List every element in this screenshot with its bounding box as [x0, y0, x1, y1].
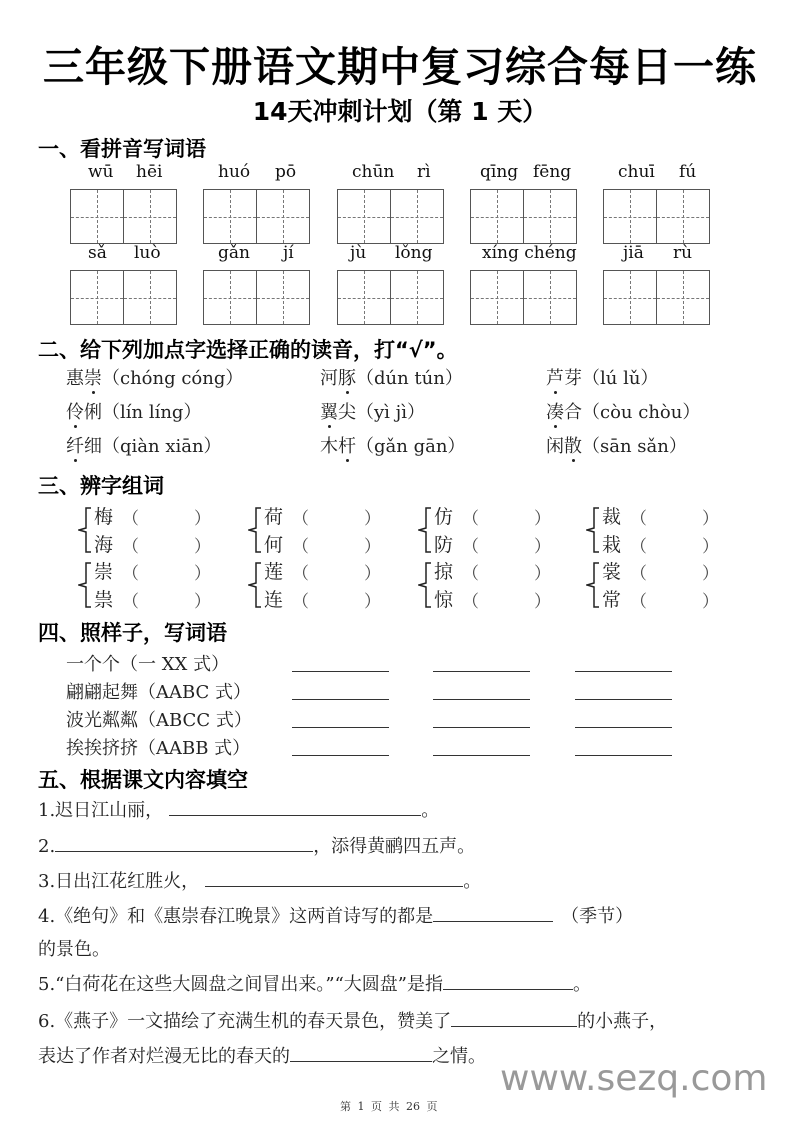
- answer-blank[interactable]: [451, 1009, 577, 1027]
- answer-blank[interactable]: [433, 671, 530, 672]
- paren-close: ）: [194, 509, 211, 529]
- writing-cell[interactable]: [523, 189, 577, 244]
- watermark: www.sezq.com: [500, 1058, 768, 1099]
- answer-blank[interactable]: [292, 727, 389, 728]
- writing-cell[interactable]: [70, 189, 124, 244]
- char: 惊: [434, 589, 454, 611]
- paren-close: ）: [534, 537, 551, 557]
- pinyin-label: jù: [350, 243, 367, 263]
- writing-cell[interactable]: [390, 189, 444, 244]
- section-1-heading: 一、看拼音写词语: [38, 137, 206, 161]
- paren-open: （: [462, 592, 479, 612]
- section-3-heading: 三、辨字组词: [38, 474, 164, 498]
- pinyin-options[interactable]: （gǎn gān）: [356, 436, 466, 457]
- brace-icon: [586, 561, 600, 609]
- char-pair-group: [586, 502, 726, 558]
- char: 芽: [564, 368, 582, 389]
- pinyin-label: fēng: [533, 162, 572, 182]
- pronunciation-item: [320, 432, 465, 458]
- pinyin-label: rù: [673, 243, 693, 263]
- paren-open: （: [630, 592, 647, 612]
- pronunciation-item: [66, 398, 201, 424]
- fill-question-4-cont: 的景色。: [38, 939, 110, 960]
- paren-close: ）: [194, 564, 211, 584]
- question-text: 2.: [38, 836, 56, 857]
- pronunciation-item: [546, 398, 700, 424]
- writing-cell[interactable]: [256, 270, 310, 325]
- question-text: 6.《燕子》一文描绘了充满生机的春天景色，赞美了: [38, 1011, 452, 1032]
- writing-cell[interactable]: [337, 270, 391, 325]
- paren-close: ）: [364, 509, 381, 529]
- char-pair-group: [78, 502, 218, 558]
- section-4-heading: 四、照样子，写词语: [38, 621, 227, 645]
- question-text: 之情。: [432, 1046, 486, 1067]
- question-text: 4.《绝句》和《惠崇春江晚景》这两首诗写的都是: [38, 906, 434, 927]
- writing-cell[interactable]: [390, 270, 444, 325]
- pinyin-label: rì: [417, 162, 431, 182]
- brace-icon: [78, 506, 92, 554]
- pinyin-options[interactable]: （lú lǔ）: [582, 368, 659, 389]
- pronunciation-item: [66, 432, 222, 458]
- fill-question-3: [38, 867, 481, 893]
- char: 何: [264, 534, 284, 556]
- pinyin-label: gǎn: [218, 243, 250, 263]
- char-pair-group: [586, 557, 726, 613]
- pinyin-label: huó: [218, 162, 251, 182]
- char-pair-group: [418, 557, 558, 613]
- char: 防: [434, 534, 454, 556]
- writing-cell[interactable]: [203, 270, 257, 325]
- char-pair-group: [418, 502, 558, 558]
- writing-cell[interactable]: [603, 189, 657, 244]
- writing-cell[interactable]: [603, 270, 657, 325]
- question-text: 1.迟日江山丽，: [38, 800, 164, 821]
- question-text: 。: [463, 871, 482, 892]
- char: 仿: [434, 506, 454, 528]
- pattern-example: 翩翩起舞（AABC 式）: [66, 682, 252, 703]
- page-number: 第 1 页 共 26 页: [340, 1100, 438, 1113]
- paren-open: （: [292, 509, 309, 529]
- paren-open: （: [122, 509, 139, 529]
- paren-close: ）: [194, 592, 211, 612]
- writing-cell[interactable]: [123, 270, 177, 325]
- char: 河: [320, 368, 338, 389]
- answer-blank[interactable]: [433, 699, 530, 700]
- question-text: 。: [572, 974, 591, 995]
- char: 尖: [338, 402, 356, 423]
- char: 合: [564, 402, 582, 423]
- answer-blank[interactable]: [292, 699, 389, 700]
- char: 常: [602, 589, 622, 611]
- writing-cell[interactable]: [523, 270, 577, 325]
- paren-open: （: [122, 592, 139, 612]
- pronunciation-item: [320, 398, 425, 424]
- pinyin-label: chuī: [618, 162, 655, 182]
- dotted-char: 翼: [320, 402, 338, 423]
- fill-question-5: [38, 970, 591, 996]
- answer-blank[interactable]: [575, 699, 672, 700]
- char-pair-group: [248, 557, 388, 613]
- paren-close: ）: [194, 537, 211, 557]
- dotted-char: 豚: [338, 368, 356, 389]
- question-text: （季节）: [561, 906, 634, 927]
- pinyin-label: wū: [88, 162, 114, 182]
- answer-blank[interactable]: [575, 755, 672, 756]
- char-pair-group: [78, 557, 218, 613]
- pinyin-label: chūn: [352, 162, 395, 182]
- answer-blank[interactable]: [292, 671, 389, 672]
- pattern-example: 波光粼粼（ABCC 式）: [66, 710, 252, 731]
- paren-close: ）: [364, 564, 381, 584]
- pinyin-options[interactable]: （chóng cóng）: [102, 368, 244, 389]
- dotted-char: 杆: [338, 436, 356, 457]
- fill-question-2: [38, 832, 475, 858]
- paren-open: （: [462, 509, 479, 529]
- char: 莲: [264, 561, 284, 583]
- pinyin-label: pō: [275, 162, 297, 182]
- pronunciation-item: [546, 432, 687, 458]
- pinyin-label: luò: [134, 243, 161, 263]
- paren-close: ）: [364, 537, 381, 557]
- answer-blank[interactable]: [433, 904, 553, 922]
- pinyin-options[interactable]: （lín líng）: [102, 402, 202, 423]
- page-subtitle: 14天冲刺计划（第 1 天）: [252, 97, 548, 126]
- paren-close: ）: [702, 564, 719, 584]
- writing-cell[interactable]: [656, 270, 710, 325]
- brace-icon: [248, 506, 262, 554]
- char: 梅: [94, 506, 114, 528]
- dotted-char: 散: [564, 436, 582, 457]
- fill-question-6: [38, 1007, 667, 1033]
- pronunciation-item: [66, 364, 243, 390]
- writing-cell[interactable]: [256, 189, 310, 244]
- pinyin-label: xíng chéng: [482, 243, 577, 263]
- fill-question-6-cont: [38, 1042, 486, 1068]
- dotted-char: 纤: [66, 436, 84, 457]
- answer-blank[interactable]: [433, 755, 530, 756]
- fill-question-1: [38, 796, 439, 822]
- answer-blank[interactable]: [575, 727, 672, 728]
- paren-open: （: [630, 564, 647, 584]
- question-text: 的小燕子，: [577, 1011, 668, 1032]
- writing-cell[interactable]: [337, 189, 391, 244]
- question-text: 3.日出江花红胜火，: [38, 871, 200, 892]
- char: 崇: [94, 561, 114, 583]
- char: 裁: [602, 506, 622, 528]
- answer-blank[interactable]: [433, 727, 530, 728]
- paren-open: （: [630, 537, 647, 557]
- section-5-heading: 五、根据课文内容填空: [38, 768, 248, 792]
- pattern-example: 挨挨挤挤（AABB 式）: [66, 738, 251, 759]
- answer-blank[interactable]: [443, 972, 573, 990]
- question-text: 表达了作者对烂漫无比的春天的: [38, 1046, 290, 1067]
- char: 裳: [602, 561, 622, 583]
- paren-close: ）: [702, 537, 719, 557]
- paren-open: （: [462, 537, 479, 557]
- pinyin-options[interactable]: （dún tún）: [356, 368, 463, 389]
- paren-open: （: [292, 537, 309, 557]
- paren-close: ）: [534, 592, 551, 612]
- brace-icon: [586, 506, 600, 554]
- pattern-example: 一个个（一 XX 式）: [66, 654, 230, 675]
- char: 闲: [546, 436, 564, 457]
- brace-icon: [418, 561, 432, 609]
- answer-blank[interactable]: [575, 671, 672, 672]
- paren-open: （: [122, 537, 139, 557]
- pinyin-label: lǒng: [395, 243, 433, 263]
- char: 海: [94, 534, 114, 556]
- pinyin-label: hēi: [136, 162, 163, 182]
- paren-close: ）: [534, 509, 551, 529]
- answer-blank[interactable]: [169, 798, 421, 816]
- brace-icon: [418, 506, 432, 554]
- answer-blank[interactable]: [205, 869, 463, 887]
- dotted-char: 崇: [84, 368, 102, 389]
- char: 惠: [66, 368, 84, 389]
- question-text: ，添得黄鹂四五声。: [313, 836, 476, 857]
- fill-question-4: [38, 902, 633, 928]
- writing-cell[interactable]: [656, 189, 710, 244]
- paren-close: ）: [702, 592, 719, 612]
- pinyin-label: qīng: [480, 162, 519, 182]
- char: 俐: [84, 402, 102, 423]
- char: 掠: [434, 561, 454, 583]
- pinyin-label: jiā: [623, 243, 644, 263]
- paren-close: ）: [534, 564, 551, 584]
- paren-open: （: [292, 592, 309, 612]
- brace-icon: [78, 561, 92, 609]
- writing-cell[interactable]: [203, 189, 257, 244]
- paren-close: ）: [364, 592, 381, 612]
- pinyin-label: jí: [283, 243, 294, 263]
- dotted-char: 伶: [66, 402, 84, 423]
- pinyin-options[interactable]: （còu chòu）: [582, 402, 701, 423]
- dotted-char: 芦: [546, 368, 564, 389]
- writing-cell[interactable]: [470, 270, 524, 325]
- question-text: 。: [421, 800, 440, 821]
- writing-cell[interactable]: [70, 270, 124, 325]
- answer-blank[interactable]: [292, 755, 389, 756]
- pinyin-label: sǎ: [88, 243, 107, 263]
- char-pair-group: [248, 502, 388, 558]
- paren-open: （: [292, 564, 309, 584]
- pinyin-options[interactable]: （qiàn xiān）: [102, 436, 222, 457]
- char: 祟: [94, 589, 114, 611]
- paren-open: （: [462, 564, 479, 584]
- paren-close: ）: [702, 509, 719, 529]
- section-2-heading: 二、给下列加点字选择正确的读音，打“√”。: [38, 338, 458, 362]
- char: 荷: [264, 506, 284, 528]
- paren-open: （: [122, 564, 139, 584]
- answer-blank[interactable]: [55, 834, 313, 852]
- writing-cell[interactable]: [123, 189, 177, 244]
- brace-icon: [248, 561, 262, 609]
- pinyin-options[interactable]: （sān sǎn）: [582, 436, 687, 457]
- page-title: 三年级下册语文期中复习综合每日一练: [43, 43, 757, 91]
- pronunciation-item: [320, 364, 463, 390]
- char: 细: [84, 436, 102, 457]
- answer-blank[interactable]: [290, 1044, 432, 1062]
- pinyin-options[interactable]: （yì jì）: [356, 402, 425, 423]
- pronunciation-item: [546, 364, 658, 390]
- writing-cell[interactable]: [470, 189, 524, 244]
- paren-open: （: [630, 509, 647, 529]
- char: 栽: [602, 534, 622, 556]
- question-text: 5.“白荷花在这些大圆盘之间冒出来。”“大圆盘”是指: [38, 974, 443, 995]
- dotted-char: 凑: [546, 402, 564, 423]
- pinyin-label: fú: [679, 162, 697, 182]
- char: 木: [320, 436, 338, 457]
- char: 连: [264, 589, 284, 611]
